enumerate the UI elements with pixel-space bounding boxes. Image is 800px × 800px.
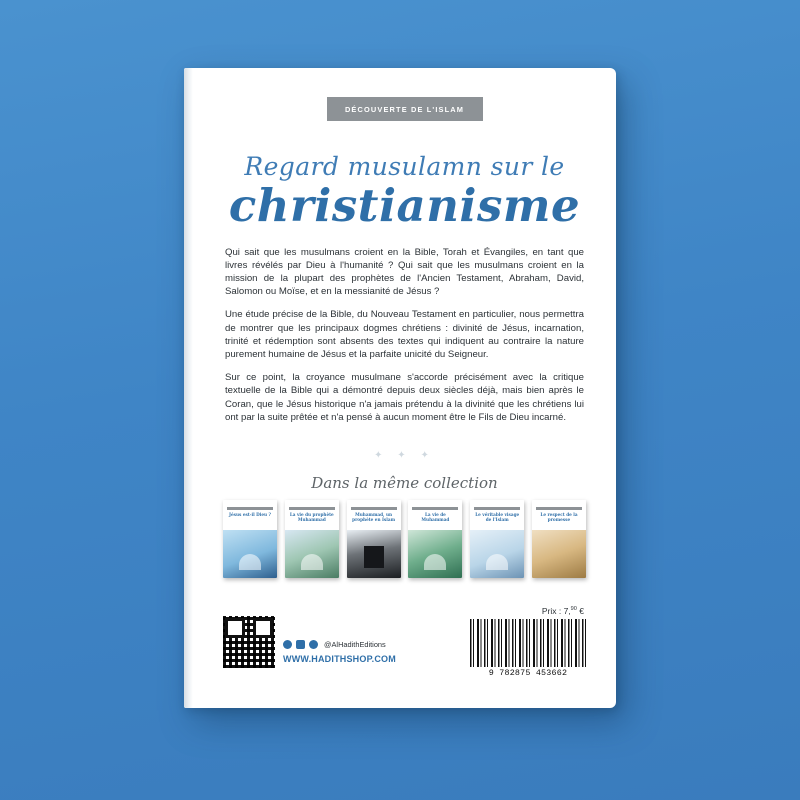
mini-cover-title: Muhammad, un prophète en Islam: [352, 512, 396, 523]
mini-cover-art: [470, 530, 524, 578]
mini-cover-title: Jésus est-il Dieu ?: [228, 512, 272, 517]
dome-icon: [486, 554, 508, 570]
instagram-icon[interactable]: [296, 640, 305, 649]
mini-cover-band: [536, 507, 582, 510]
back-cover-content: [193, 68, 616, 708]
paragraph-3: Sur ce point, la croyance musulmane s'accorde précisément avec la critique textuelle de la Bible qui a démontré depuis deux siècles déjà, mais bien après le Coran, que le Jésus historique n'a jamais prétendu à la divinité que les chrétiens lui ont par la suite prêtée et n'a pensé à aucun moment être le Fils de Dieu incarné.: [225, 372, 584, 423]
kaaba-icon: [364, 546, 384, 568]
mini-cover-title: La vie de Muhammad: [421, 512, 450, 523]
book-title-line2: christianisme: [228, 179, 581, 232]
back-cover-text: [225, 236, 584, 434]
mini-cover-band: [351, 507, 397, 510]
ornament-divider: ✦ ✦ ✦: [374, 450, 435, 461]
price-cents: 90: [570, 606, 577, 613]
barcode: [470, 619, 586, 667]
price-amount: Prix : 7,: [541, 606, 571, 616]
isbn-number: 9 782875 453662: [488, 668, 568, 678]
collection-book-item[interactable]: [408, 500, 462, 578]
price-label: [542, 606, 584, 616]
collection-book-item[interactable]: [470, 500, 524, 578]
social-row: [283, 640, 386, 649]
qr-code[interactable]: [223, 616, 275, 668]
book-back-cover: [184, 68, 616, 708]
mini-cover-band: [227, 507, 273, 510]
twitter-icon[interactable]: [309, 640, 318, 649]
facebook-icon[interactable]: [283, 640, 292, 649]
collection-book-item[interactable]: [347, 500, 401, 578]
book-spine-edge: [184, 68, 193, 708]
collection-book-item[interactable]: [285, 500, 339, 578]
mini-cover-title: La vie du prophète Muhammad: [289, 512, 334, 523]
dome-icon: [424, 554, 446, 570]
collection-books-row: [223, 500, 586, 578]
mini-cover-art: [347, 530, 401, 578]
social-handle: @AlHadithEditions: [324, 640, 386, 649]
collection-book-item[interactable]: [223, 500, 277, 578]
price-currency: €: [576, 606, 584, 616]
mini-cover-band: [289, 507, 335, 510]
website-url[interactable]: WWW.HADITHSHOP.COM: [283, 654, 396, 664]
book-title: [193, 152, 616, 232]
mini-cover-art: [223, 530, 277, 578]
mini-cover-art: [285, 530, 339, 578]
book-title-line1: Regard musulamn sur le: [244, 152, 565, 181]
paragraph-2: Une étude précise de la Bible, du Nouveau Testament en particulier, nous permettra de montrer que les principaux dogmes chrétiens : divinité de Jésus, incarnation, trinité et rédemption sont absents des textes qui indiquent au contraire la nature purement humaine de Jésus et la parfaite unicité du Seigneur.: [225, 309, 584, 361]
mini-cover-band: [474, 507, 520, 510]
collection-heading: Dans la même collection: [311, 474, 498, 492]
collection-banner: [327, 97, 483, 121]
dome-icon: [301, 554, 323, 570]
mini-cover-title: Le véritable visage de l'Islam: [475, 512, 520, 523]
mini-cover-title: Le respect de la promesse: [540, 512, 578, 523]
collection-banner-label: DÉCOUVERTE DE L'ISLAM: [344, 104, 465, 114]
mini-cover-art: [408, 530, 462, 578]
collection-book-item[interactable]: [532, 500, 586, 578]
paragraph-1: Qui sait que les musulmans croient en la Bible, Torah et Évangiles, en tant que livres révélés par Dieu à l'humanité ? Qui sait que les musulmans croient en la mission de la plupart des prophètes de l'Ancien Testament, Abraham, David, Salomon ou Moïse, et en la messianité de Jésus ?: [225, 246, 584, 298]
mini-cover-art: [532, 530, 586, 578]
mini-cover-band: [412, 507, 458, 510]
dome-icon: [239, 554, 261, 570]
